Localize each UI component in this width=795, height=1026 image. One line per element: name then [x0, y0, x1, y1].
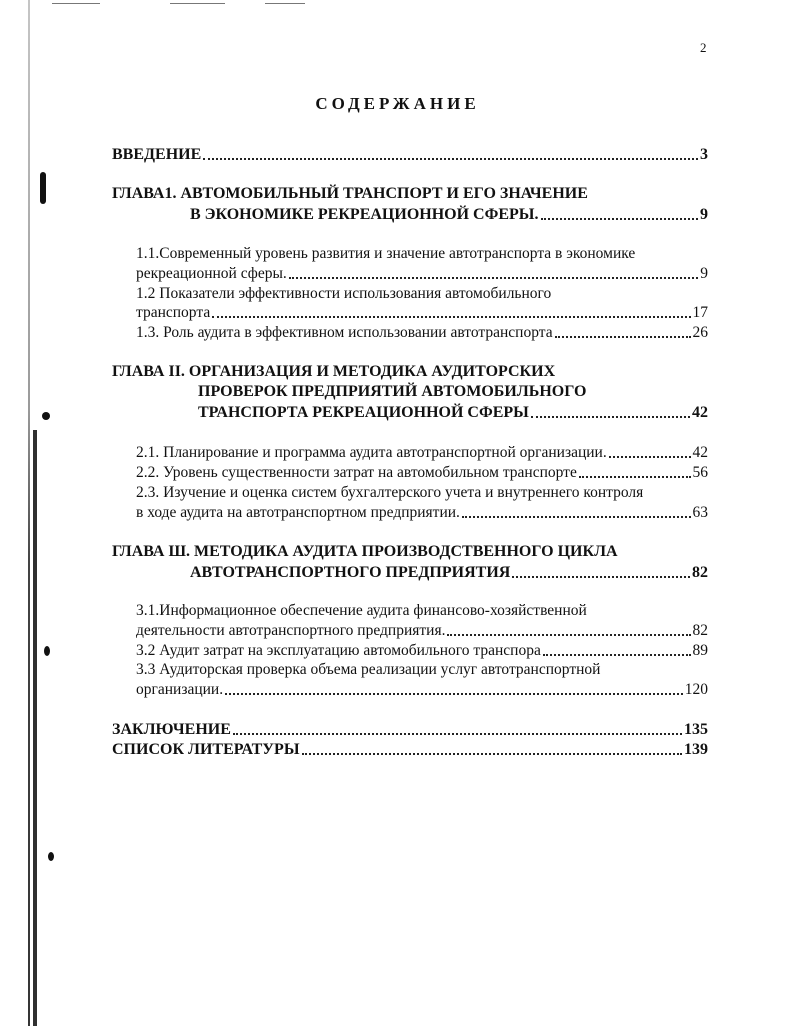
chapter-2-title: ГЛАВА II. ОРГАНИЗАЦИЯ И МЕТОДИКА АУДИТОРСКИХ	[112, 363, 556, 380]
dot-leader	[555, 327, 691, 338]
toc-page: 9	[700, 265, 708, 282]
toc-page: 9	[700, 206, 708, 223]
toc-label: транспорта	[136, 304, 211, 321]
dot-leader	[609, 447, 691, 458]
dot-leader	[447, 625, 690, 636]
toc-label: ВВЕДЕНИЕ	[112, 146, 202, 163]
toc-page: 42	[692, 444, 708, 461]
toc-page: 139	[684, 741, 708, 758]
page-number: 2	[700, 40, 707, 55]
toc-entry-section-3-2[interactable]	[136, 642, 708, 660]
toc-label: организации.	[136, 681, 224, 698]
scan-artifact-line	[52, 3, 100, 4]
toc-label: АВТОТРАНСПОРТНОГО ПРЕДПРИЯТИЯ	[190, 564, 511, 581]
toc-label: рекреационной сферы.	[136, 265, 287, 282]
scan-speck	[48, 852, 54, 861]
toc-entry-section-2-3[interactable]	[136, 504, 708, 522]
toc-label: 3.2 Аудит затрат на эксплуатацию автомобильного транспора	[136, 642, 541, 659]
toc-page: 26	[692, 324, 708, 341]
chapter-3-title: ГЛАВА Ш. МЕТОДИКА АУДИТА ПРОИЗВОДСТВЕННОГО ЦИКЛА	[112, 543, 618, 560]
toc-label: В ЭКОНОМИКЕ РЕКРЕАЦИОННОЙ СФЕРЫ.	[190, 206, 539, 223]
toc-label: 2.2. Уровень существенности затрат на автомобильном транспорте	[136, 464, 577, 481]
toc-page: 82	[692, 622, 708, 639]
dot-leader	[543, 645, 691, 656]
toc-page: 3	[700, 146, 708, 163]
page-title: СОДЕРЖАНИЕ	[315, 94, 480, 113]
toc-entry-introduction[interactable]	[112, 146, 708, 164]
dot-leader	[531, 406, 690, 418]
dot-leader	[203, 148, 698, 160]
toc-label: СПИСОК ЛИТЕРАТУРЫ	[112, 741, 300, 758]
chapter-1-title: ГЛАВА1. АВТОМОБИЛЬНЫЙ ТРАНСПОРТ И ЕГО ЗНАЧЕНИЕ	[112, 185, 588, 202]
dot-leader	[233, 723, 682, 735]
toc-label: в ходе аудита на автотранспортном предприятии.	[136, 504, 460, 521]
dot-leader	[212, 307, 690, 318]
dot-leader	[302, 743, 682, 755]
toc-page: 120	[684, 681, 708, 698]
scan-edge-shadow	[33, 430, 37, 1026]
toc-label: деятельности автотранспортного предприятия.	[136, 622, 446, 639]
toc-entry-references[interactable]	[112, 741, 708, 759]
scan-speck	[40, 172, 46, 204]
toc-entry-section-2-2[interactable]	[136, 464, 708, 482]
dot-leader	[289, 268, 699, 279]
toc-page: 82	[692, 564, 708, 581]
toc-label: 2.1. Планирование и программа аудита автотранспортной организации.	[136, 444, 607, 461]
toc-page: 135	[684, 721, 708, 738]
toc-label: ЗАКЛЮЧЕНИЕ	[112, 721, 231, 738]
section-title: 1.1.Современный уровень развития и значение автотранспорта в экономике	[136, 245, 636, 262]
toc-entry-section-2-1[interactable]	[136, 444, 708, 462]
scan-artifact-line	[265, 3, 305, 4]
toc-entry-chapter-1[interactable]	[190, 206, 708, 224]
toc-entry-section-1-1[interactable]	[136, 265, 708, 283]
section-title: 1.2 Показатели эффективности использования автомобильного	[136, 285, 552, 302]
chapter-2-title: ПРОВЕРОК ПРЕДПРИЯТИЙ АВТОМОБИЛЬНОГО	[198, 383, 587, 400]
dot-leader	[512, 566, 690, 578]
toc-entry-section-1-2[interactable]	[136, 304, 708, 322]
toc-page: 63	[692, 504, 708, 521]
toc-label: ТРАНСПОРТА РЕКРЕАЦИОННОЙ СФЕРЫ	[198, 404, 529, 421]
toc-entry-chapter-2[interactable]	[198, 404, 708, 422]
scan-artifact-line	[170, 3, 225, 4]
toc-page: 42	[692, 404, 708, 421]
dot-leader	[462, 507, 691, 518]
dot-leader	[541, 208, 699, 220]
toc-page: 89	[692, 642, 708, 659]
toc-entry-section-3-1[interactable]	[136, 622, 708, 640]
section-title: 3.1.Информационное обеспечение аудита финансово-хозяйственной	[136, 602, 587, 619]
toc-label: 1.3. Роль аудита в эффективном использовании автотранспорта	[136, 324, 553, 341]
scan-speck	[44, 646, 50, 656]
dot-leader	[579, 467, 691, 478]
section-title: 2.3. Изучение и оценка систем бухгалтерского учета и внутреннего контроля	[136, 484, 644, 501]
toc-entry-conclusion[interactable]	[112, 721, 708, 739]
toc-entry-chapter-3[interactable]	[190, 564, 708, 582]
section-title: 3.3 Аудиторская проверка объема реализации услуг автотранспортной	[136, 661, 601, 678]
scan-speck	[42, 412, 50, 420]
scan-edge-shadow	[28, 0, 30, 1026]
toc-page: 56	[692, 464, 708, 481]
dot-leader	[225, 684, 683, 695]
toc-page: 17	[692, 304, 708, 321]
toc-entry-section-3-3[interactable]	[136, 681, 708, 699]
toc-entry-section-1-3[interactable]	[136, 324, 708, 342]
